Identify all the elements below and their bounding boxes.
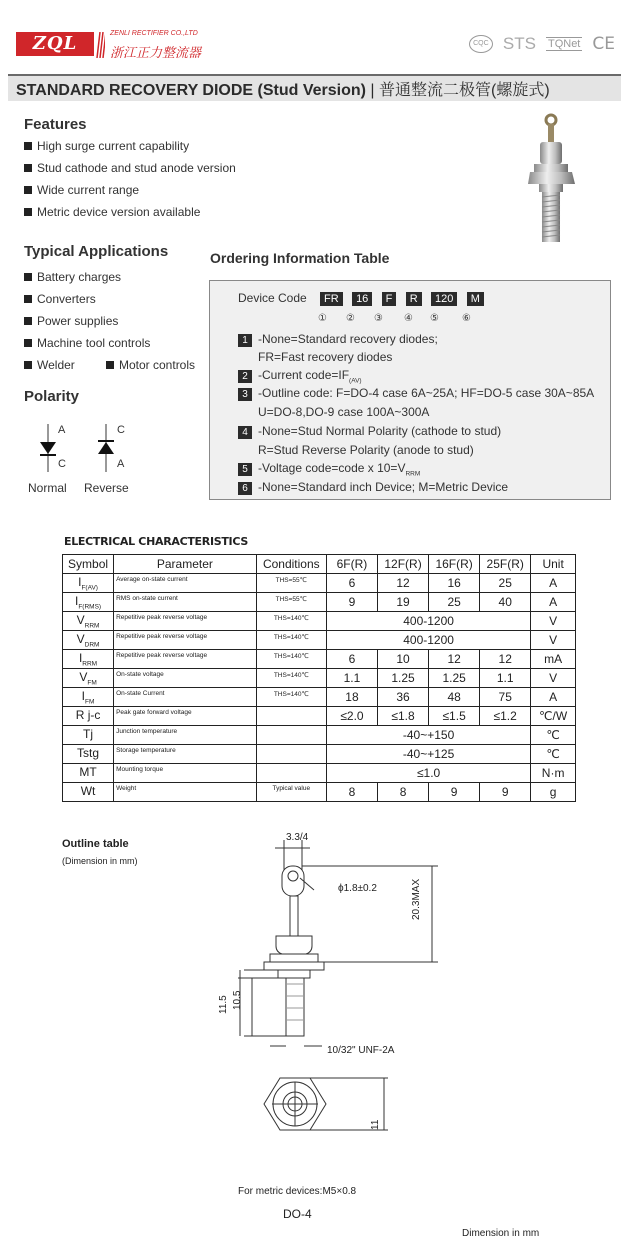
- title-separator: |: [370, 82, 375, 99]
- symbol-cell: Tstg: [63, 745, 114, 764]
- table-row: [63, 726, 576, 745]
- dim-hex: 11: [370, 1119, 381, 1130]
- value-cell: 40: [480, 593, 531, 612]
- table-row: [63, 707, 576, 726]
- company-logo: ZQL: [16, 32, 94, 56]
- parameter-cell: Mounting torque: [114, 764, 257, 783]
- certification-marks: [469, 34, 615, 54]
- conditions-cell: THS=140℃: [256, 612, 326, 631]
- unit-cell: A: [531, 593, 576, 612]
- title-en: STANDARD RECOVERY DIODE (Stud Version): [16, 82, 366, 99]
- value-cell: 48: [429, 688, 480, 707]
- column-header: Symbol: [63, 555, 114, 574]
- parameter-cell: Repetitive peak reverse voltage: [114, 612, 257, 631]
- value-cell: 9: [429, 783, 480, 802]
- table-row: [63, 593, 576, 612]
- feature-item: Stud cathode and stud anode version: [24, 161, 236, 175]
- parameter-cell: Average on-state current: [114, 574, 257, 593]
- bullet-icon: [24, 273, 32, 281]
- value-cell: ≤1.0: [326, 764, 530, 783]
- value-cell: 400-1200: [326, 631, 530, 650]
- column-header: 12F(R): [378, 555, 429, 574]
- symbol-cell: $V_{DRM}$: [63, 631, 114, 650]
- dim-stud-a: 11.5: [218, 995, 229, 1014]
- parameter-cell: Storage temperature: [114, 745, 257, 764]
- electrical-heading: ELECTRICAL CHARACTERISTICS: [64, 535, 248, 548]
- value-cell: 12: [378, 574, 429, 593]
- title-cn: 普通整流二极管(螺旋式): [379, 82, 550, 99]
- cqc-cert-icon: CQC: [469, 35, 493, 53]
- table-row: [63, 574, 576, 593]
- polarity-diagram: [30, 420, 150, 476]
- footer-dimension-note: Dimension in mm: [462, 1228, 540, 1239]
- table-row: [63, 688, 576, 707]
- column-header: Conditions: [256, 555, 326, 574]
- conditions-cell: THS=140℃: [256, 688, 326, 707]
- bullet-icon: [24, 186, 32, 194]
- value-cell: -40~+150: [326, 726, 530, 745]
- bullet-icon: [24, 142, 32, 150]
- outline-heading: Outline table: [62, 838, 129, 850]
- num-tag: 6: [238, 482, 252, 495]
- table-row: [63, 650, 576, 669]
- symbol-cell: MT: [63, 764, 114, 783]
- do4-outline-drawing: [210, 830, 460, 1210]
- symbol-cell: $I_{F(RMS)}$: [63, 593, 114, 612]
- value-cell: 9: [480, 783, 531, 802]
- reverse-cathode-label: C: [117, 424, 125, 436]
- parameter-cell: Weight: [114, 783, 257, 802]
- unit-cell: N·m: [531, 764, 576, 783]
- ordering-line-6: 6 -None=Standard inch Device; M=Metric Device: [238, 480, 508, 495]
- table-header-row: [63, 555, 576, 574]
- code-tag: FR: [320, 292, 343, 306]
- device-code-row: [238, 291, 490, 306]
- value-cell: 25: [480, 574, 531, 593]
- polarity-heading: Polarity: [24, 388, 80, 405]
- value-cell: 36: [378, 688, 429, 707]
- bullet-icon: [24, 317, 32, 325]
- unit-cell: A: [531, 688, 576, 707]
- code-tag: F: [382, 292, 397, 306]
- tqnet-cert-icon: TQNet: [547, 38, 581, 50]
- conditions-cell: [256, 726, 326, 745]
- bullet-icon: [106, 361, 114, 369]
- symbol-cell: Wt: [63, 783, 114, 802]
- table-row: [63, 669, 576, 688]
- conditions-cell: THS=140℃: [256, 669, 326, 688]
- value-cell: 8: [378, 783, 429, 802]
- package-label: DO-4: [283, 1207, 312, 1221]
- value-cell: 9: [326, 593, 377, 612]
- unit-cell: ℃: [531, 745, 576, 764]
- code-tag: M: [467, 292, 484, 306]
- electrical-characteristics-table: [62, 554, 576, 802]
- table-row: [63, 612, 576, 631]
- application-item: Welder: [24, 358, 75, 372]
- feature-item: Wide current range: [24, 183, 139, 197]
- value-cell: 400-1200: [326, 612, 530, 631]
- value-cell: 6: [326, 574, 377, 593]
- unit-cell: ℃/W: [531, 707, 576, 726]
- device-code-label: Device Code: [238, 291, 307, 305]
- normal-label: Normal: [28, 481, 67, 495]
- symbol-cell: $I_{RRM}$: [63, 650, 114, 669]
- ordering-line-2: 2 -Current $code=IF_{(AV)}$: [238, 368, 362, 384]
- value-cell: 8: [326, 783, 377, 802]
- company-name-en: ZENLI RECTIFIER CO.,LTD: [110, 30, 198, 37]
- column-header: Unit: [531, 555, 576, 574]
- value-cell: 12: [429, 650, 480, 669]
- bullet-icon: [24, 361, 32, 369]
- num-tag: 5: [238, 463, 252, 476]
- dim-height: 20.3MAX: [411, 878, 422, 920]
- value-cell: 1.25: [378, 669, 429, 688]
- application-item: Motor controls: [106, 358, 195, 372]
- value-cell: -40~+125: [326, 745, 530, 764]
- column-header: 6F(R): [326, 555, 377, 574]
- table-row: [63, 631, 576, 650]
- ordering-line-1: 1 -None=Standard recovery diodes;: [238, 332, 438, 347]
- features-heading: Features: [24, 116, 87, 133]
- unit-cell: mA: [531, 650, 576, 669]
- parameter-cell: Repetitive peak reverse voltage: [114, 650, 257, 669]
- code-tag: 120: [431, 292, 457, 306]
- company-name-cn: 浙江正力整流器: [110, 46, 202, 61]
- ordering-line-3b: U=DO-8,DO-9 case 100A~300A: [258, 405, 430, 419]
- symbol-cell: $V_{FM}$: [63, 669, 114, 688]
- conditions-cell: THS=140℃: [256, 631, 326, 650]
- column-header: 25F(R): [480, 555, 531, 574]
- conditions-cell: [256, 707, 326, 726]
- logo-bars-icon: [95, 32, 105, 58]
- num-tag: 3: [238, 388, 252, 401]
- outline-subheading: (Dimension in mm): [62, 856, 138, 866]
- value-cell: ≤2.0: [326, 707, 377, 726]
- table-row: [63, 745, 576, 764]
- conditions-cell: Typical value: [256, 783, 326, 802]
- value-cell: 25: [429, 593, 480, 612]
- column-header: Parameter: [114, 555, 257, 574]
- num-tag: 2: [238, 370, 252, 383]
- table-row: [63, 764, 576, 783]
- dim-stud-b: 10.5: [232, 990, 243, 1010]
- value-cell: 18: [326, 688, 377, 707]
- parameter-cell: On-state Current: [114, 688, 257, 707]
- page-title: [16, 77, 550, 100]
- ordering-line-4: 4 -None=Stud Normal Polarity (cathode to stud): [238, 424, 501, 439]
- unit-cell: g: [531, 783, 576, 802]
- parameter-cell: Junction temperature: [114, 726, 257, 745]
- application-item: Converters: [24, 292, 96, 306]
- stud-diode-product-image: [520, 112, 590, 247]
- reverse-label: Reverse: [84, 481, 129, 495]
- parameter-cell: RMS on-state current: [114, 593, 257, 612]
- conditions-cell: THS=55℃: [256, 574, 326, 593]
- conditions-cell: [256, 764, 326, 783]
- value-cell: ≤1.2: [480, 707, 531, 726]
- value-cell: ≤1.8: [378, 707, 429, 726]
- value-cell: 6: [326, 650, 377, 669]
- code-tag: 16: [352, 292, 372, 306]
- symbol-cell: $I_{FM}$: [63, 688, 114, 707]
- conditions-cell: [256, 745, 326, 764]
- ordering-line-3: 3 -Outline code: F=DO-4 case 6A~25A; HF=DO-5 case 30A~85A: [238, 386, 594, 401]
- dim-width-top: 3.3/4: [286, 832, 309, 843]
- symbol-cell: $V_{RRM}$: [63, 612, 114, 631]
- unit-cell: V: [531, 631, 576, 650]
- code-position-numbers: ① ② ③ ④ ⑤ ⑥: [318, 313, 471, 324]
- ordering-line-1b: FR=Fast recovery diodes: [258, 350, 393, 364]
- num-tag: 1: [238, 334, 252, 347]
- unit-cell: V: [531, 669, 576, 688]
- bullet-icon: [24, 164, 32, 172]
- value-cell: 10: [378, 650, 429, 669]
- dim-hole: ϕ1.8±0.2: [338, 883, 377, 894]
- ordering-line-5: 5 -Voltage code=code x $10=V_{RRM}$: [238, 461, 420, 477]
- ordering-line-4b: R=Stud Reverse Polarity (anode to stud): [258, 443, 474, 457]
- bullet-icon: [24, 208, 32, 216]
- applications-heading: Typical Applications: [24, 243, 169, 260]
- value-cell: 1.25: [429, 669, 480, 688]
- bullet-icon: [24, 339, 32, 347]
- dim-thread: 10/32" UNF-2A: [327, 1045, 395, 1056]
- application-item: Machine tool controls: [24, 336, 150, 350]
- application-item: Battery charges: [24, 270, 121, 284]
- conditions-cell: THS=140℃: [256, 650, 326, 669]
- value-cell: ≤1.5: [429, 707, 480, 726]
- metric-note: For metric devices:M5×0.8: [238, 1186, 357, 1197]
- parameter-cell: On-state voltage: [114, 669, 257, 688]
- sts-cert-icon: STS: [502, 34, 536, 53]
- conditions-cell: THS=55℃: [256, 593, 326, 612]
- normal-cathode-label: C: [58, 458, 66, 470]
- unit-cell: V: [531, 612, 576, 631]
- parameter-cell: Repetitive peak reverse voltage: [114, 631, 257, 650]
- feature-item: Metric device version available: [24, 205, 200, 219]
- num-tag: 4: [238, 426, 252, 439]
- normal-anode-label: A: [58, 424, 66, 436]
- column-header: 16F(R): [429, 555, 480, 574]
- parameter-cell: Peak gate forward voltage: [114, 707, 257, 726]
- value-cell: 1.1: [480, 669, 531, 688]
- feature-item: High surge current capability: [24, 139, 189, 153]
- application-item: Power supplies: [24, 314, 118, 328]
- value-cell: 16: [429, 574, 480, 593]
- value-cell: 75: [480, 688, 531, 707]
- symbol-cell: Tj: [63, 726, 114, 745]
- value-cell: 1.1: [326, 669, 377, 688]
- unit-cell: ℃: [531, 726, 576, 745]
- symbol-cell: $I_{F(AV)}$: [63, 574, 114, 593]
- symbol-cell: R j-c: [63, 707, 114, 726]
- value-cell: 19: [378, 593, 429, 612]
- table-row: [63, 783, 576, 802]
- reverse-anode-label: A: [117, 458, 125, 470]
- value-cell: 12: [480, 650, 531, 669]
- ce-mark-icon: CE: [592, 34, 615, 54]
- ordering-heading: Ordering Information Table: [210, 250, 390, 266]
- unit-cell: A: [531, 574, 576, 593]
- code-tag: R: [406, 292, 422, 306]
- bullet-icon: [24, 295, 32, 303]
